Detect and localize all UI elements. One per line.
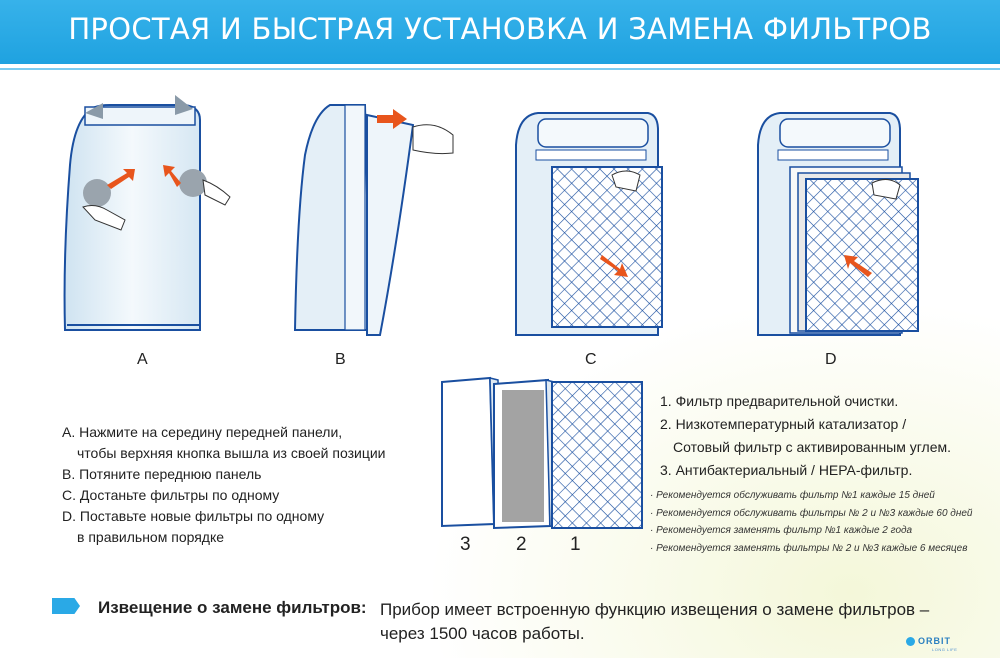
instruction-c: C. Достаньте фильтры по одному: [62, 487, 280, 503]
legend-filter-2-line2: Сотовый фильтр с активированным углем.: [673, 439, 952, 455]
step-label-a: A: [137, 351, 148, 368]
notice-marker-icon: [52, 598, 80, 614]
instruction-d-line2: в правильном порядке: [77, 529, 225, 545]
installation-instructions: [62, 422, 386, 548]
notice-text: [380, 598, 929, 646]
filter-number-1: 1: [570, 534, 581, 555]
filter-number-2: 2: [516, 534, 527, 555]
brand-tagline: LONG LIFE: [932, 647, 958, 652]
recommendation-item: · Рекомендуется заменять фильтр №1 каждые 2 года: [650, 525, 913, 536]
step-c-illustration: [508, 105, 673, 345]
legend-filter-3: 3. Антибактериальный / HEPA-фильтр.: [660, 462, 913, 478]
step-a-illustration: [55, 85, 245, 345]
filter-legend: [660, 390, 951, 482]
brand-name: ORBIT: [918, 636, 951, 646]
instruction-a-line2: чтобы верхняя кнопка вышла из своей позиции: [77, 445, 386, 461]
title-banner: [0, 0, 1000, 68]
step-label-c: C: [585, 351, 597, 368]
filter-number-3: 3: [460, 534, 471, 555]
brand-logo-icon: [906, 637, 915, 646]
step-label-d: D: [825, 351, 837, 368]
step-d-illustration: [750, 105, 925, 345]
notice-line-1: Прибор имеет встроенную функцию извещения о замене фильтров –: [380, 600, 930, 619]
legend-filter-2-line1: 2. Низкотемпературный катализатор /: [660, 416, 907, 432]
recommendation-item: · Рекомендуется обслуживать фильтр №1 каждые 15 дней: [650, 490, 935, 501]
instruction-b: B. Потяните переднюю панель: [62, 466, 262, 482]
filter-stack-illustration: [438, 374, 648, 534]
instruction-d-line1: D. Поставьте новые фильтры по одному: [62, 508, 325, 524]
step-label-b: B: [335, 351, 346, 368]
instruction-a-line1: A. Нажмите на середину передней панели,: [62, 424, 343, 440]
legend-filter-1: 1. Фильтр предварительной очистки.: [660, 393, 899, 409]
recommendation-item: · Рекомендуется заменять фильтры № 2 и №3 каждые 6 месяцев: [650, 542, 968, 554]
maintenance-recommendations: [650, 487, 972, 557]
step-b-illustration: [285, 95, 475, 345]
notice-title: Извещение о замене фильтров:: [98, 598, 367, 617]
banner-title: ПРОСТАЯ И БЫСТРАЯ УСТАНОВКА И ЗАМЕНА ФИЛЬТРОВ: [68, 12, 932, 46]
recommendation-item: · Рекомендуется обслуживать фильтры № 2 и №3 каждые 60 дней: [650, 507, 973, 519]
notice-line-2: через 1500 часов работы.: [380, 624, 585, 643]
